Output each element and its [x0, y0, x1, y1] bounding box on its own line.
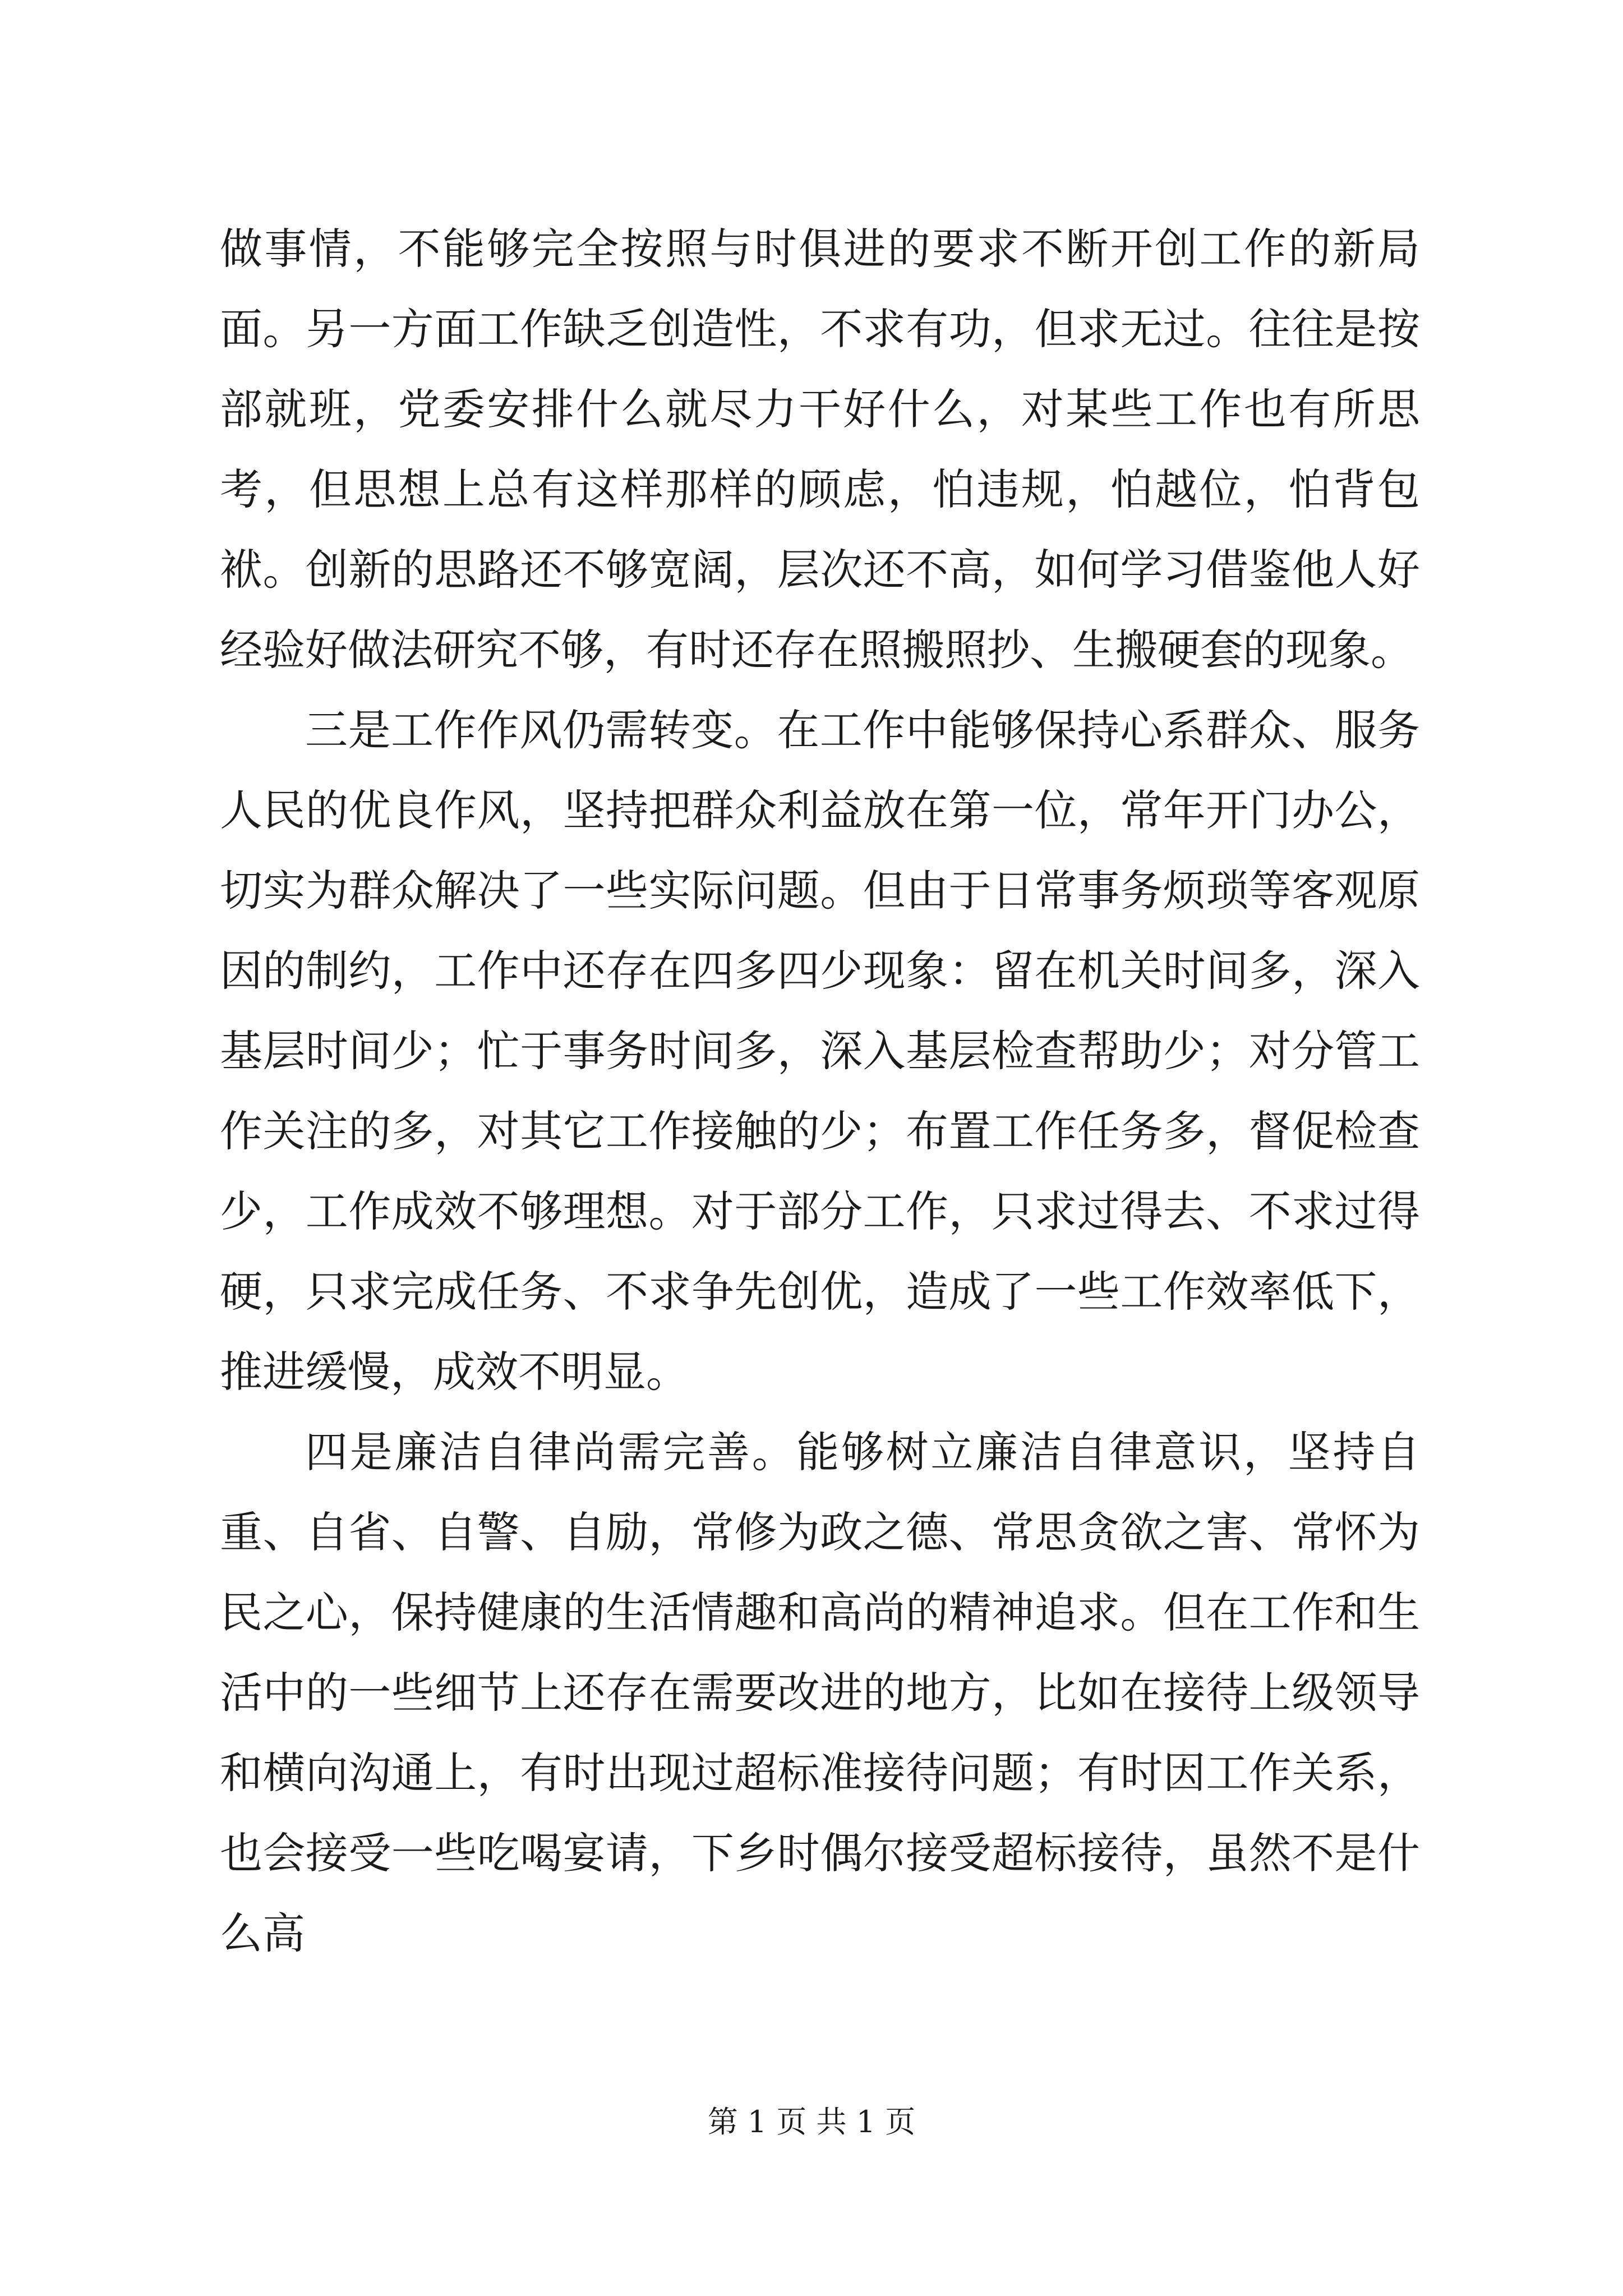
document-body	[220, 209, 1420, 1973]
paragraph-1: 做事情，不能够完全按照与时俱进的要求不断开创工作的新局面。另一方面工作缺乏创造性，不求有功，但求无过。往往是按部就班，党委安排什么就尽力干好什么，对某些工作也有所思考，但思想上总有这样那样的顾虑，怕违规，怕越位，怕背包袱。创新的思路还不够宽阔，层次还不高，如何学习借鉴他人好经验好做法研究不够，有时还存在照搬照抄、生搬硬套的现象。	[220, 224, 1420, 675]
paragraph-2: 三是工作作风仍需转变。在工作中能够保持心系群众、服务人民的优良作风，坚持把群众利益放在第一位，常年开门办公，切实为群众解决了一些实际问题。但由于日常事务烦琐等客观原因的制约，工作中还存在四多四少现象：留在机关时间多，深入基层时间少；忙于事务时间多，深入基层检查帮助少；对分管工作关注的多，对其它工作接触的少；布置工作任务多，督促检查少，工作成效不够理想。对于部分工作，只求过得去、不求过得硬，只求完成任务、不求争先创优，造成了一些工作效率低下，推进缓慢，成效不明显。	[220, 705, 1420, 1397]
paragraph-3: 四是廉洁自律尚需完善。能够树立廉洁自律意识，坚持自重、自省、自警、自励，常修为政之德、常思贪欲之害、常怀为民之心，保持健康的生活情趣和高尚的精神追求。但在工作和生活中的一些细节上还存在需要改进的地方，比如在接待上级领导和横向沟通上，有时出现过超标准接待问题；有时因工作关系，也会接受一些吃喝宴请，下乡时偶尔接受超标接待，虽然不是什么高	[220, 1427, 1420, 1958]
page-number-footer: 第 1 页 共 1 页	[707, 2104, 916, 2139]
